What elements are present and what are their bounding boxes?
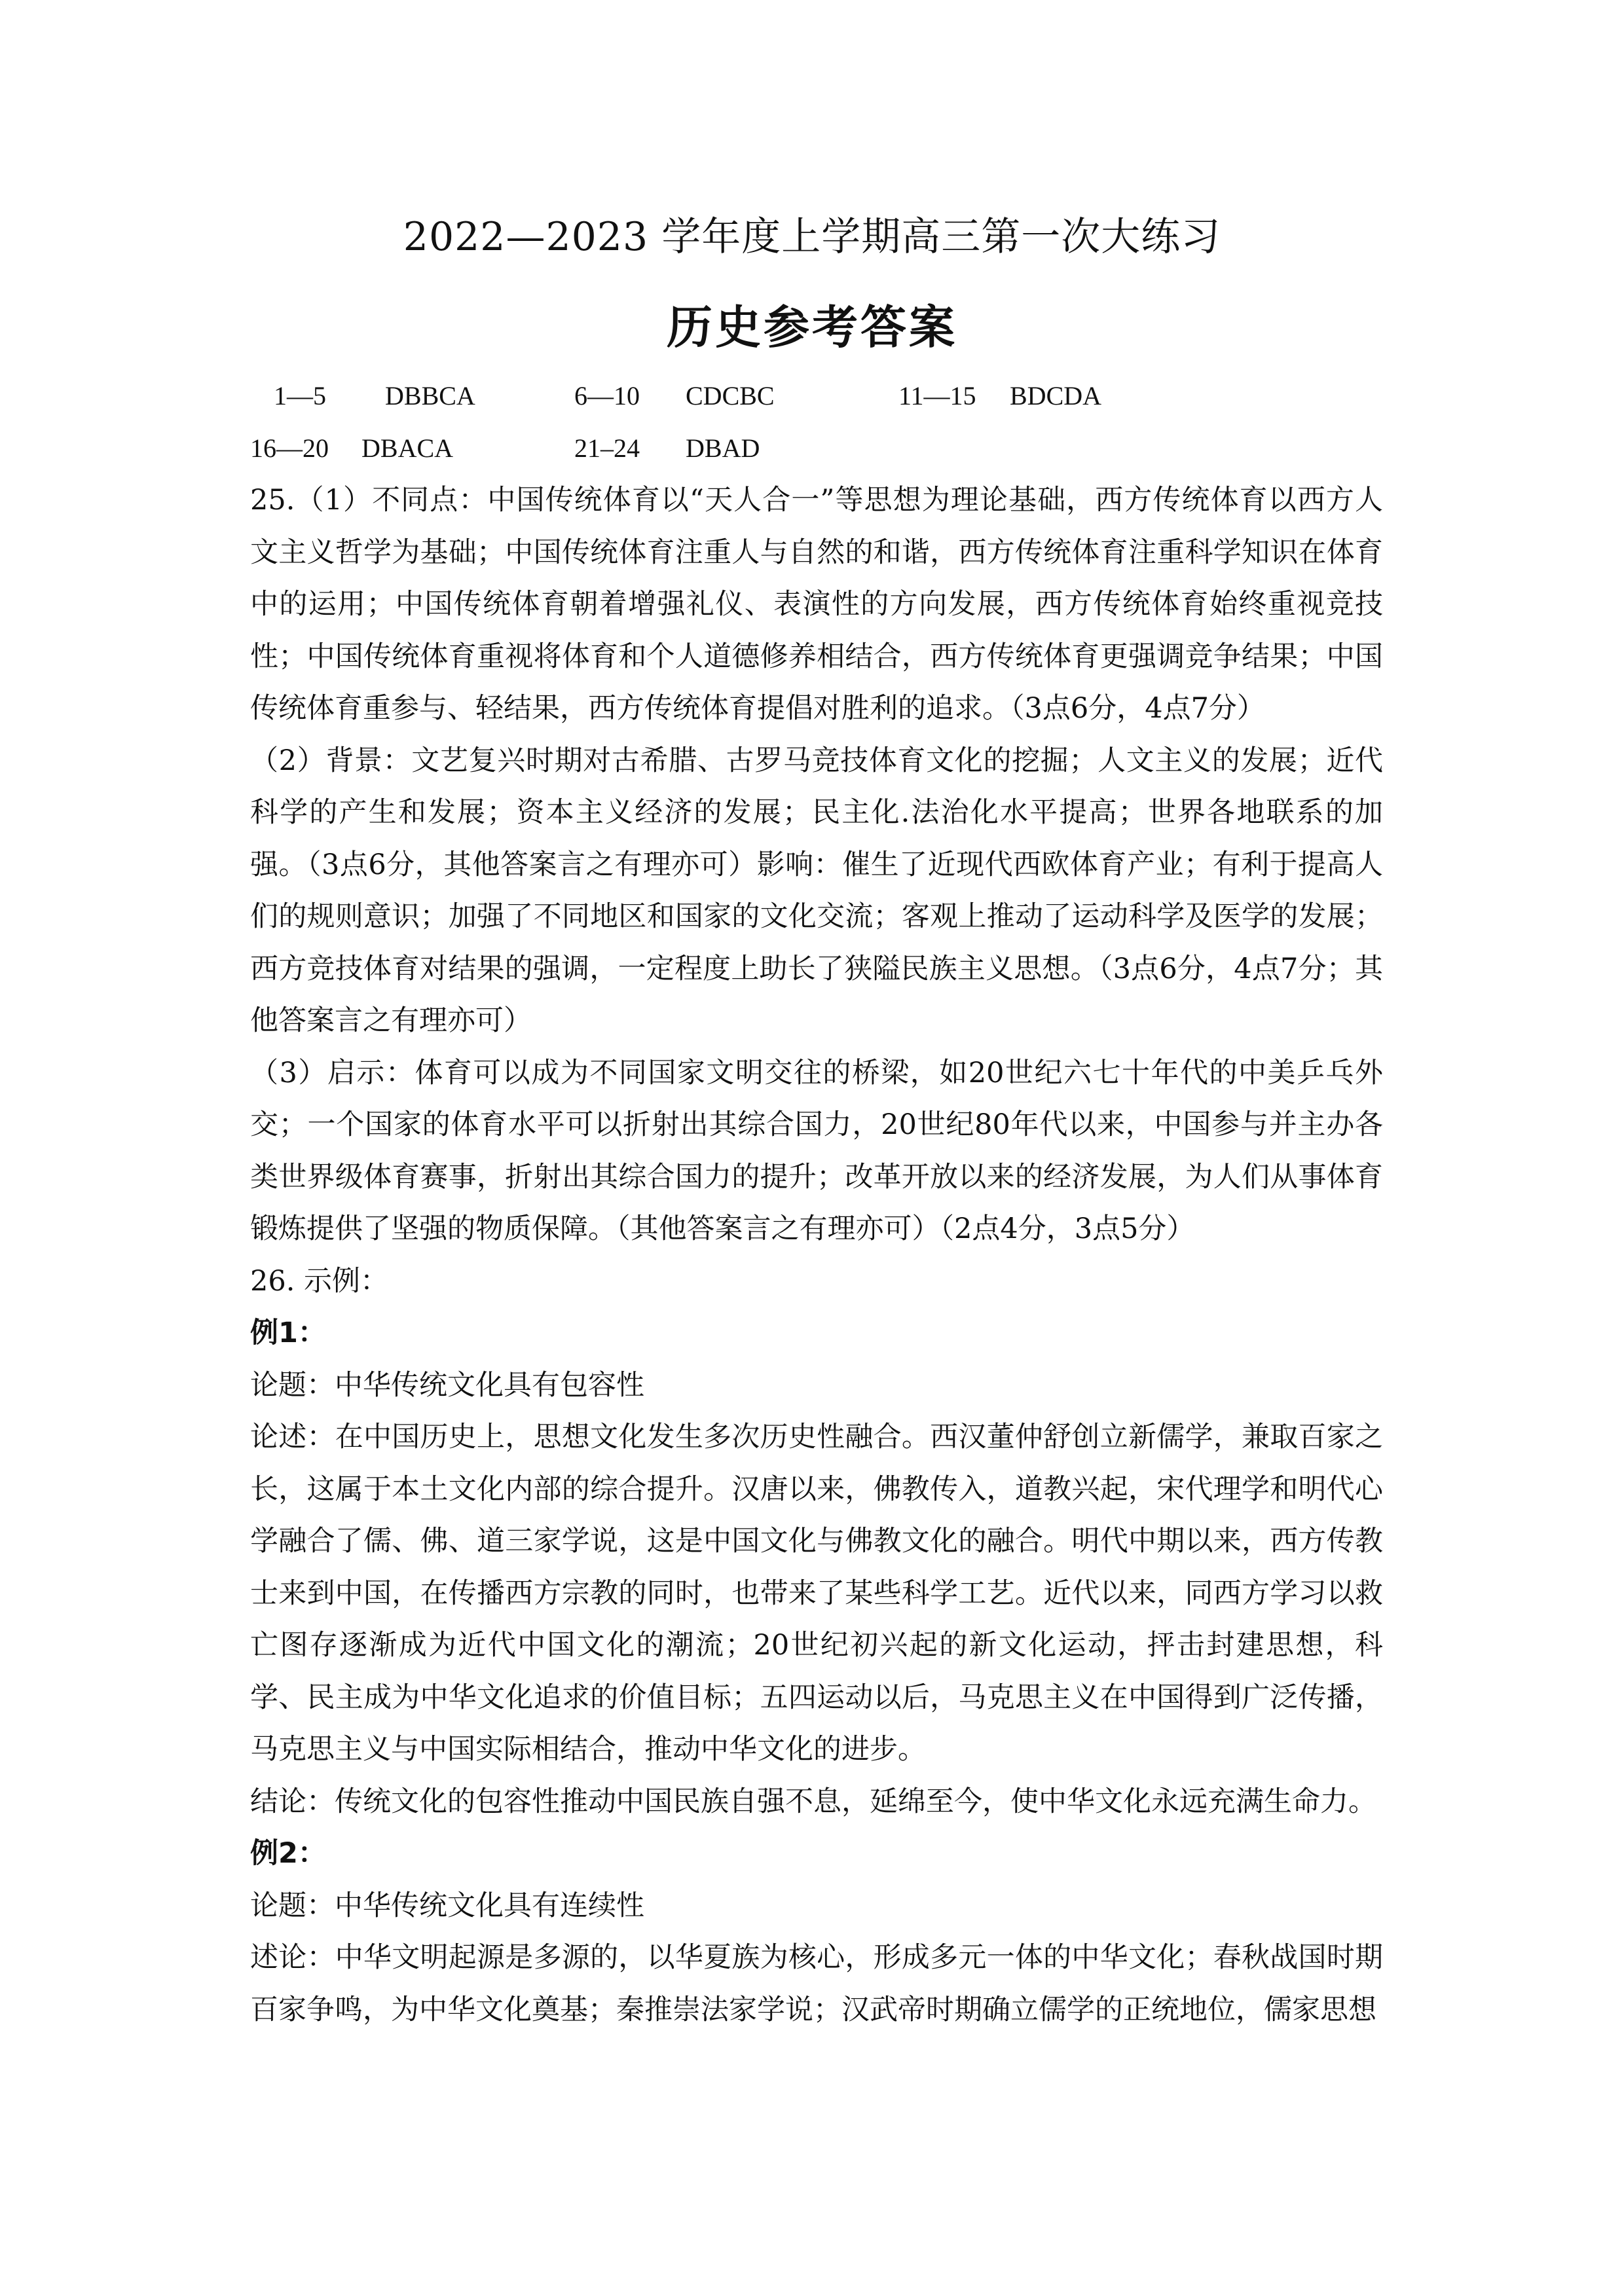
answer-group xyxy=(574,370,898,422)
answer-group xyxy=(250,370,574,422)
example1-label: 例1： xyxy=(250,1317,326,1349)
answer-group xyxy=(250,422,574,475)
answer-key xyxy=(250,370,1396,475)
q25-part2-paragraph: （2）背景：文艺复兴时期对古希腊、古罗马竞技体育文化的挖掘；人文主义的发展；近代科学的产生和发展；资本主义经济的发展；民主化.法治化水平提高；世界各地联系的加强。（3点6分，其他答案言之有理亦可）影响：催生了近现代西欧体育产业；有利于提高人们的规则意识；加强了不同地区和国家的文化交流；客观上推动了运动科学及医学的发展；西方竞技体育对结果的强调，一定程度上助长了狭隘民族主义思想。（3点6分，4点7分；其他答案言之有理亦可） xyxy=(250,744,1383,1037)
answer-range: 21–24 xyxy=(574,433,640,463)
document-title: 2022—2023 学年度上学期高三第一次大练习 xyxy=(403,214,1221,260)
answer-group xyxy=(898,370,1223,422)
q26-intro: 26. 示例： xyxy=(250,1264,389,1298)
example2-topic: 论题：中华传统文化具有连续性 xyxy=(250,1889,644,1922)
example2-label: 例2： xyxy=(250,1837,326,1870)
answer-range: 16—20 xyxy=(250,433,329,463)
example1-conclusion: 结论：传统文化的包容性推动中国民族自强不息，延绵至今，使中华文化永远充满生命力。 xyxy=(250,1785,1376,1818)
answer-row xyxy=(250,370,1396,422)
q25-part1-paragraph: 25.（1）不同点：中国传统体育以“天人合一”等思想为理论基础，西方传统体育以西方人文主义哲学为基础；中国传统体育注重人与自然的和谐，西方传统体育注重科学知识在体育中的运用；中国传统体育朝着增强礼仪、表演性的方向发展，西方传统体育始终重视竞技性；中国传统体育重视将体育和个人道德修养相结合，西方传统体育更强调竞争结果；中国传统体育重参与、轻结果，西方传统体育提倡对胜利的追求。（3点6分，4点7分） xyxy=(250,484,1383,725)
answer-letters: DBAD xyxy=(686,433,760,463)
answer-letters: DBBCA xyxy=(385,381,475,410)
document-subtitle: 历史参考答案 xyxy=(667,301,957,354)
answer-group xyxy=(574,422,898,475)
answer-row xyxy=(250,422,1396,475)
answer-letters: DBACA xyxy=(361,433,454,463)
example1-topic: 论题：中华传统文化具有包容性 xyxy=(250,1368,644,1402)
example1-argument: 论述：在中国历史上，思想文化发生多次历史性融合。西汉董仲舒创立新儒学，兼取百家之长，这属于本土文化内部的综合提升。汉唐以来，佛教传入，道教兴起，宋代理学和明代心学融合了儒、佛、道三家学说，这是中国文化与佛教文化的融合。明代中期以来，西方传教士来到中国，在传播西方宗教的同时，也带来了某些科学工艺。近代以来，同西方学习以救亡图存逐渐成为近代中国文化的潮流；20世纪初兴起的新文化运动，抨击封建思想，科学、民主成为中华文化追求的价值目标；五四运动以后，马克思主义在中国得到广泛传播，马克思主义与中国实际相结合，推动中华文化的进步。 xyxy=(250,1421,1383,1766)
answer-range: 6—10 xyxy=(574,381,640,410)
q25-part3-paragraph: （3）启示：体育可以成为不同国家文明交往的桥梁，如20世纪六七十年代的中美乒乓外交；一个国家的体育水平可以折射出其综合国力，20世纪80年代以来，中国参与并主办各类世界级体育赛事，折射出其综合国力的提升；改革开放以来的经济发展，为人们从事体育锻炼提供了坚强的物质保障。（其他答案言之有理亦可）（2点4分，3点5分） xyxy=(250,1056,1383,1245)
answer-body xyxy=(250,475,1383,2036)
answer-letters: CDCBC xyxy=(686,381,775,410)
answer-range: 11—15 xyxy=(898,381,976,410)
answer-letters: BDCDA xyxy=(1010,381,1102,410)
example2-argument: 述论：中华文明起源是多源的，以华夏族为核心，形成多元一体的中华文化；春秋战国时期百家争鸣，为中华文化奠基；秦推崇法家学说；汉武帝时期确立儒学的正统地位，儒家思想 xyxy=(250,1941,1383,2026)
answer-range: 1—5 xyxy=(274,381,326,410)
